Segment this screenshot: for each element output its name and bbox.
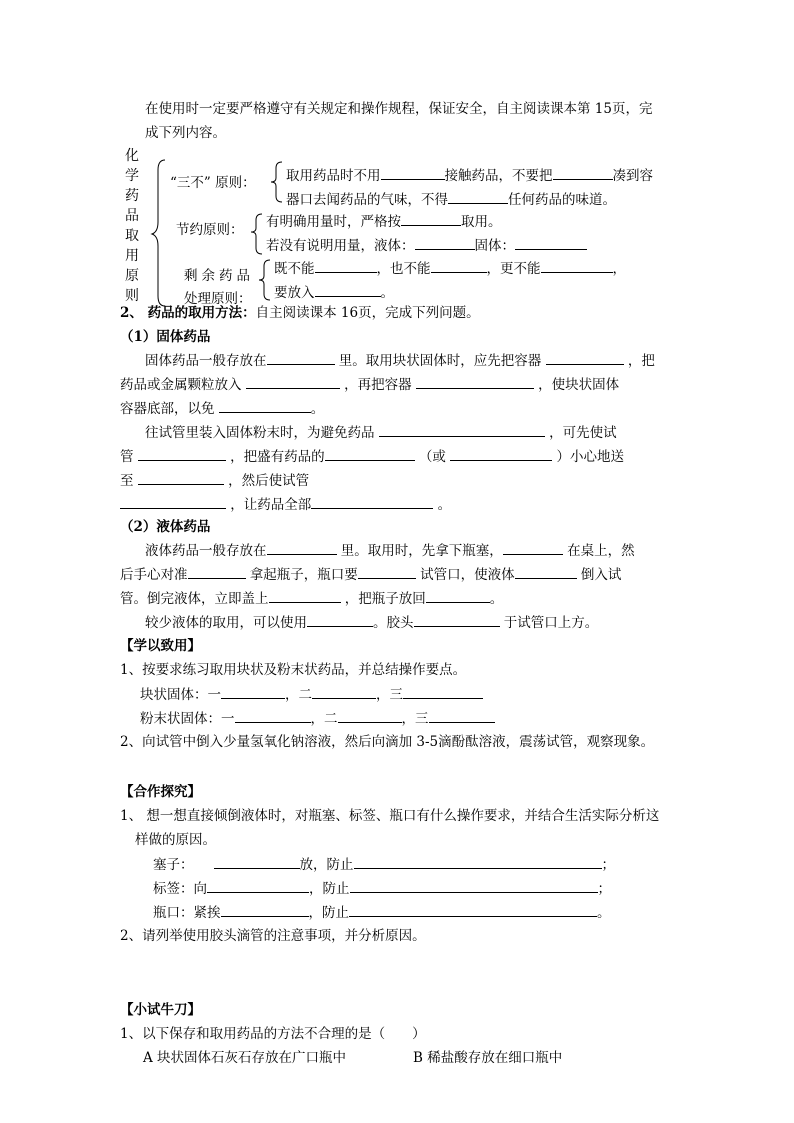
text: 。 [597, 905, 611, 921]
text: 。 [380, 285, 394, 301]
text: 自主阅读课本 16页，完成下列问题。 [255, 305, 480, 321]
blank[interactable] [414, 613, 500, 627]
text: ，更不能 [486, 261, 541, 277]
liquid-line-1 [145, 541, 635, 560]
text: ， [612, 261, 626, 277]
blank[interactable] [312, 685, 376, 699]
text: ，三 [401, 711, 429, 727]
blank[interactable] [349, 903, 597, 917]
text: 既不能 [274, 261, 315, 277]
blank[interactable] [448, 190, 508, 204]
text: 塞子： [153, 857, 194, 873]
xiaoshi-q1: 1、以下保存和取用药品的方法不合理的是（ ） [120, 1026, 426, 1042]
liquid-line-2 [120, 565, 621, 584]
blank[interactable] [503, 541, 563, 555]
text: ，防止 [308, 905, 349, 921]
hezuo-biaoqian [153, 879, 611, 898]
blank[interactable] [235, 709, 311, 723]
intro-line-1: 在使用时一定要严格遵守有关规定和操作规程，保证安全，自主阅读课本第 15页，完 [145, 101, 653, 117]
blank[interactable] [138, 447, 226, 461]
text: 放，防止 [299, 857, 354, 873]
blank[interactable] [429, 709, 495, 723]
text: ，把 [623, 353, 655, 369]
intro-line-2: 成下列内容。 [145, 125, 226, 141]
xiaoshi-option-a: A 块状固体石灰石存放在广口瓶中 [143, 1050, 347, 1066]
blank[interactable] [379, 423, 545, 437]
text: 固体： [474, 238, 515, 254]
blank[interactable] [354, 855, 602, 869]
text: 拿起瓶子，瓶口要 [245, 567, 358, 583]
text: 倒入试 [576, 567, 622, 583]
text: ，二 [285, 687, 312, 703]
blank[interactable] [350, 879, 598, 893]
text: 。 [433, 497, 452, 513]
text: 在桌上，然 [562, 543, 635, 559]
blank[interactable] [311, 495, 433, 509]
text: 试管口，使液体 [415, 567, 515, 583]
hezuo-p1a: 1、 想一想直接倾倒液体时，对瓶塞、标签、瓶口有什么操作要求，并结合生活实际分析这 [120, 808, 660, 824]
shengyu-line-1 [274, 259, 626, 278]
shengyu-brace-icon [258, 258, 272, 302]
blank[interactable] [416, 375, 534, 389]
text: 标签：向 [153, 881, 207, 897]
blank[interactable] [515, 565, 577, 579]
hezuo-p2: 2、请列举使用胶头滴管的注意事项，并分析原因。 [120, 928, 426, 944]
side-char: 取 [125, 228, 139, 244]
shengyu-line-2 [274, 283, 394, 302]
text: 瓶口：紧挨 [153, 905, 221, 921]
main-brace-icon [150, 158, 170, 308]
text: 。 [310, 401, 325, 417]
text: 器口去闻药品的气味，不得 [286, 192, 448, 208]
text: 较少液体的取用，可以使用 [145, 615, 307, 631]
text: 块状固体：一 [140, 687, 221, 703]
blank[interactable] [546, 351, 624, 365]
xueyi-fen [140, 709, 495, 728]
text: ； [597, 881, 611, 897]
blank[interactable] [214, 855, 300, 869]
text: ； [601, 857, 615, 873]
side-char: 学 [125, 168, 139, 184]
blank[interactable] [267, 351, 335, 365]
text: ，使块状固体 [533, 377, 620, 393]
hezuo-saizi [153, 855, 615, 874]
blank[interactable] [338, 709, 402, 723]
xueyi-p1: 1、按要求练习取用块状及粉末状药品，并总结操作要点。 [120, 662, 467, 678]
text: 。胶头 [373, 615, 414, 631]
side-char: 用 [125, 248, 139, 264]
text: 凑到容 [612, 168, 653, 184]
blank[interactable] [267, 541, 337, 555]
text: 液体药品一般存放在 [145, 543, 267, 559]
text: 粉末状固体：一 [140, 711, 235, 727]
blank[interactable] [120, 495, 226, 509]
section2-title [120, 304, 480, 322]
text: ，三 [376, 687, 403, 703]
jieyue-label: 节约原则： [176, 222, 244, 238]
blank[interactable] [541, 259, 613, 273]
blank[interactable] [221, 903, 309, 917]
jieyue-brace-icon [250, 212, 264, 256]
solid-line-6 [120, 471, 309, 490]
text: ，让药品全部 [226, 497, 312, 513]
blank[interactable] [307, 613, 373, 627]
xueyi-p2: 2、向试管中倒入少量氢氧化钠溶液，然后向滴加 3-5滴酚酞溶液，震荡试管，观察现象。 [120, 734, 655, 750]
shengyu-label-1: 剩余药品 [184, 268, 254, 284]
text: ，可先使试 [544, 425, 617, 441]
solid-line-2 [120, 375, 619, 394]
side-char: 化 [125, 148, 139, 164]
side-char: 则 [125, 288, 139, 304]
blank[interactable] [403, 685, 483, 699]
xiaoshi-option-b: B 稀盐酸存放在细口瓶中 [413, 1050, 563, 1066]
blank[interactable] [515, 236, 587, 250]
side-char: 品 [125, 208, 139, 224]
side-char: 药 [125, 188, 139, 204]
solid-line-7 [120, 495, 451, 514]
text: 容器底部，以免 [120, 401, 219, 417]
blank[interactable] [246, 375, 340, 389]
text: 。 [489, 591, 504, 607]
text: 里。取用块状固体时，应先把容器 [334, 353, 546, 369]
xueyi-heading: 【学以致用】 [120, 638, 201, 654]
text: 固体药品一般存放在 [145, 353, 267, 369]
text: 接触药品，不要把 [444, 168, 553, 184]
hezuo-p1b: 样做的原因。 [135, 832, 216, 848]
text: ，把盛有药品的 [225, 449, 325, 465]
blank[interactable] [415, 236, 475, 250]
blank[interactable] [219, 399, 311, 413]
text: 药品或金属颗粒放入 [120, 377, 246, 393]
shengyu-label-2: 处理原则： [184, 291, 252, 307]
text: 往试管里装入固体粉末时，为避免药品 [145, 425, 379, 441]
text: 任何药品的味道。 [508, 192, 616, 208]
blank[interactable] [553, 166, 613, 180]
sanbu-line-1 [286, 166, 653, 185]
xiaoshi-heading: 【小试牛刀】 [120, 1002, 201, 1018]
text: ）小心地送 [552, 449, 624, 465]
solid-line-1 [145, 351, 655, 370]
blank[interactable] [138, 471, 224, 485]
blank[interactable] [431, 259, 487, 273]
blank[interactable] [358, 565, 416, 579]
blank[interactable] [381, 166, 445, 180]
text: 里。取用时，先拿下瓶塞， [336, 543, 503, 559]
side-char: 原 [125, 268, 139, 284]
text: （或 [414, 449, 451, 465]
sanbu-brace-icon [270, 160, 284, 204]
blank[interactable] [188, 565, 246, 579]
solid-heading: （1）固体药品 [120, 329, 211, 345]
sanbu-line-2 [286, 190, 616, 209]
liquid-line-3 [120, 589, 503, 608]
text: 管 [120, 449, 138, 465]
solid-line-3 [120, 399, 324, 418]
xueyi-kuai [140, 685, 483, 704]
text: ，把瓶子放回 [340, 591, 426, 607]
text: ，防止 [309, 881, 350, 897]
text: 取用。 [461, 214, 502, 230]
blank[interactable] [269, 589, 341, 603]
solid-line-4 [145, 423, 617, 442]
text: ，然后使试管 [223, 473, 310, 489]
text: 取用药品时不用 [286, 168, 381, 184]
sanbu-label: “三不” 原则： [170, 175, 256, 191]
text: 于试管口上方。 [499, 615, 599, 631]
blank[interactable] [450, 447, 552, 461]
text: ，二 [310, 711, 338, 727]
liquid-line-4 [145, 613, 598, 632]
blank[interactable] [221, 685, 285, 699]
text: 管。倒完液体，立即盖上 [120, 591, 269, 607]
blank[interactable] [401, 212, 461, 226]
solid-line-5 [120, 447, 624, 466]
text: 若没有说明用量，液体： [266, 238, 415, 254]
text: ，也不能 [376, 261, 431, 277]
hezuo-pingkou [153, 903, 611, 922]
blank[interactable] [207, 879, 309, 893]
blank[interactable] [325, 447, 415, 461]
jieyue-line-1 [266, 212, 502, 231]
blank[interactable] [315, 259, 377, 273]
liquid-heading: （2）液体药品 [120, 519, 211, 535]
text: 要放入 [274, 285, 315, 301]
blank[interactable] [315, 283, 381, 297]
section-title: 2、 药品的取用方法： [120, 305, 256, 321]
text: ，再把容器 [339, 377, 416, 393]
text: 后手心对准 [120, 567, 188, 583]
text: 有明确用量时，严格按 [266, 214, 401, 230]
hezuo-heading: 【合作探究】 [120, 784, 201, 800]
blank[interactable] [426, 589, 490, 603]
jieyue-line-2 [266, 236, 587, 255]
text: 至 [120, 473, 138, 489]
